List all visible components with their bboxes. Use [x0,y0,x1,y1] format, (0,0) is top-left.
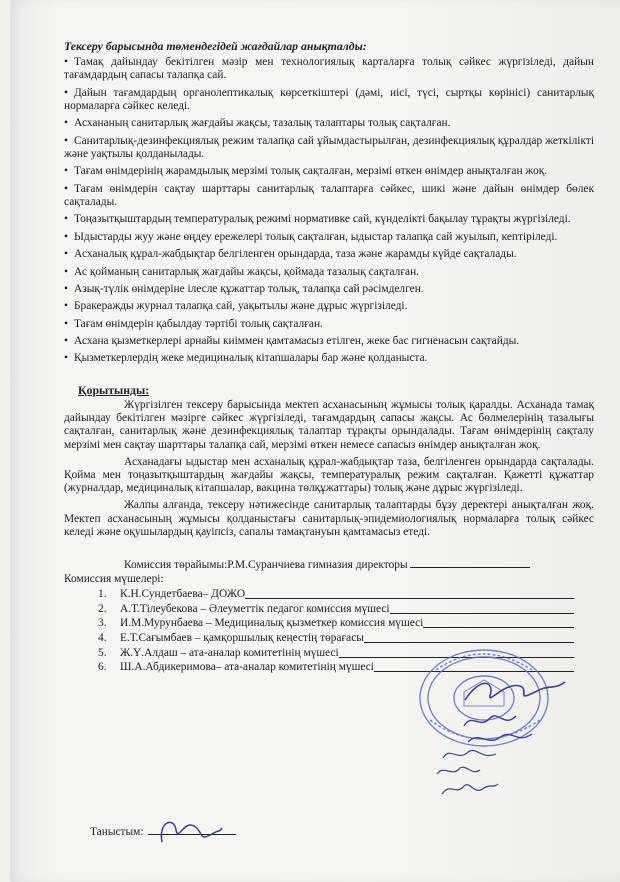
bullet-icon: • [64,86,68,99]
acquainted-label: Таныстым: [90,826,144,838]
finding-item: • Тағам өнімдерін қабылдау тәртібі толық сақталған. [64,317,323,330]
bullet-icon: • [64,300,68,313]
finding-item: • Асхананың санитарлық жағдайы жақсы, тазалық талаптары толық сақталған. [64,117,451,130]
member-signature-icon [440,778,500,800]
bullet-icon: • [64,317,68,330]
bullet-icon: • [64,335,68,348]
conclusion-title: Қорытынды: [78,382,150,397]
conclusion-paragraph: Асханадағы ыдыстар мен асханалық құрал-жабдықтар таза, белгіленген орындарда сақталады. Қойма мен тоңазытқыштардың жағдайы жақсы, температуралық режим сақталған. Қажетті құжаттар (журналдар, медициналық кітапшалар, вакцина төлқұжаттары) толық және дұрыс жүргізіледі. [64,455,594,495]
finding-item: • Азық-түлік өнімдеріне ілесле құжаттар толық, талапқа сай рәсімделген. [64,282,424,295]
bullet-icon: • [64,165,68,178]
finding-item: • Дайын тағамдардың органолептикалық көрсеткіштері (дәмі, иісі, түсі, сыртқы көрінісі) санитарлық нормаларға сәйкес келеді. [64,86,594,112]
finding-item: • Асханалық құрал-жабдықтар белгіленген орындарда, таза және жарамды күйде сақталады. [64,248,517,261]
bullet-icon: • [64,352,68,365]
acquainted-signature-icon [154,812,224,850]
bullet-icon: • [64,117,68,130]
members-label: Комиссия мүшелері: [64,573,164,586]
commission-chair: Комиссия төрайымы:Р.М.Суранчиева гимназия директоры [124,559,594,572]
bullet-icon: • [64,134,68,147]
bullet-icon: • [64,265,68,278]
findings-heading: Тексеру барысында төмендегідей жағдайлар анықталды: [64,39,367,53]
finding-item: • Асхана қызметкерлері арнайы киіммен қамтамасыз етілген, жеке бас гигиенасын сақтайды. [64,335,520,348]
member-item: 4. Е.Т.Сағымбаев – қамқоршылық кеңестің төрағасы [98,632,594,645]
document-page [10,0,620,882]
bullet-icon: • [64,56,68,69]
bullet-icon: • [64,213,68,226]
chair-signature-icon [460,672,570,712]
finding-item: • Тағам өнімдерін сақтау шарттары санитарлық талаптарға сәйкес, шикі және дайын өнімдер бөлек сақталады. [64,182,594,208]
finding-item: • Қызметкерлердің жеке медициналық кітапшалары бар және қолданыста. [64,352,428,365]
finding-item: • Тамақ дайындау бекітілген мәзір мен технологиялық карталарға толық сәйкес жүргізіледі, дайын тағамдардың сапасы талапқа сай. [64,56,594,82]
conclusion-paragraph: Жүргізілген тексеру барысында мектеп асханасының жұмысы толық қаралды. Асханада тамақ дайындау бекітілген мәзірге сәйкес жүргізіледі, тағамдардың сапасы жақсы. Ас бөлмелерінің тазалығы сақталған, санитарлық және дезинфекциялық талаптар тұрақты орындалады. Тағам өнімдерінің сақталу мерзімі мен сақтау шарттары талапқа сай, мерзімі өткен немесе сапасыз өнімдер анықталған жоқ. [64,398,594,451]
document-content [64,40,594,676]
bullet-icon: • [64,182,68,195]
member-item: 6. Ш.А.Абдикеримова– ата-аналар комитетінің мүшесі [98,661,594,674]
finding-item: • Тағам өнімдерінің жарамдылық мерзімі толық сақталған, мерзімі өткен өнімдер анықталған жоқ. [64,165,548,178]
member-item: 1. К.Н.Сундетбаева– ДОЖО [98,588,594,601]
finding-item: • Санитарлық-дезинфекциялық режим талапқа сай ұйымдастырылған, дезинфекциялық құралдар жеткілікті және уақтылы қолданылады. [64,134,594,160]
finding-item: • Ыдыстарды жуу және өңдеу ережелері толық сақталған, ыдыстар талапқа сай жуылып, кептіріледі. [64,230,558,243]
finding-item: • Бракеражды журнал талапқа сай, уақытылы және дұрыс жүргізіледі. [64,300,408,313]
member-item: 5. Ж.Ү.Алдаш – ата-аналар комитетінің мүшесі [98,647,594,660]
bullet-icon: • [64,230,68,243]
finding-item: • Тоңазытқыштардың температуралық режимі нормативке сай, күнделікті бақылау тұрақты жүргізіледі. [64,213,571,226]
bullet-icon: • [64,248,68,261]
member-item: 3. И.М.Мурунбаева – Медициналық қызметкер комиссия мүшесі [98,617,594,630]
finding-item: • Ас қойманың санитарлық жағдайы жақсы, қоймада тазалық сақталған. [64,265,420,278]
conclusion-paragraph: Жалпы алғанда, тексеру нәтижесінде санитарлық талаптарды бұзу деректері анықталған жоқ. Мектеп асханасының жұмысы қолданыстағы санитарлық-эпидемиологиялық нормаларға толық сәйкес келеді және оқушылардың қауіпсіз, сапалы тамақтануын қамтамасыз етеді. [64,499,594,538]
findings-list [64,56,594,365]
member-item: 2. А.Т.Тілеубекова – Әлеуметтік педагог комиссия мүшесі [98,603,594,616]
bullet-icon: • [64,282,68,295]
